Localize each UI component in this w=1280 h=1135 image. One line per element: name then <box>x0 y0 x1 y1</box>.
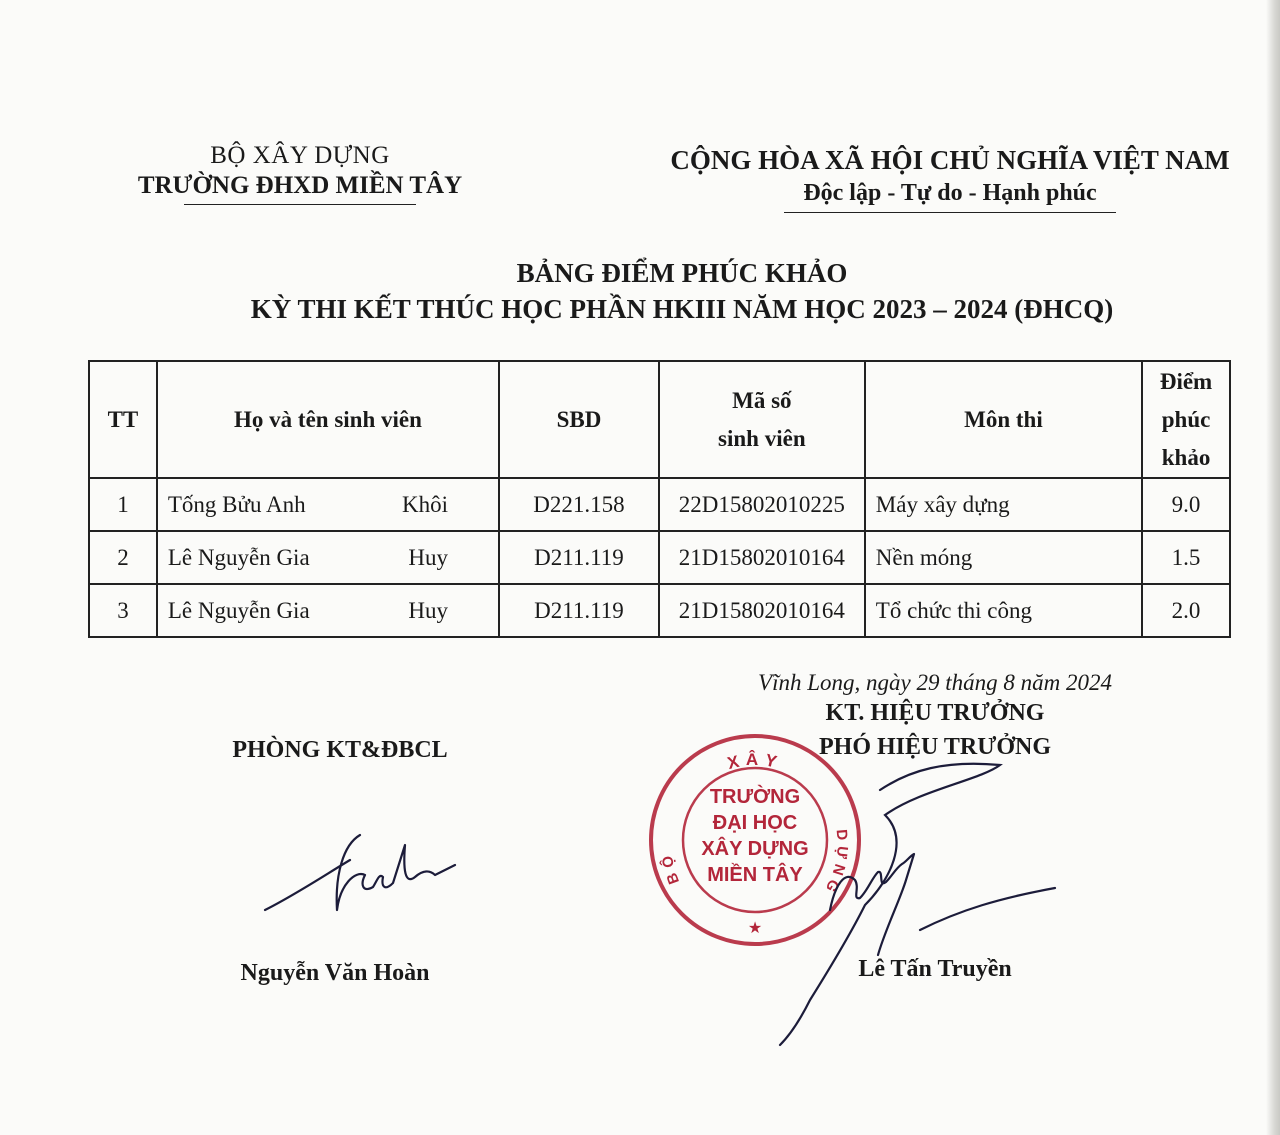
stamp-star-icon: ★ <box>747 920 763 937</box>
cell-sbd: D211.119 <box>499 531 659 584</box>
signer-role-subtitle: PHÓ HIỆU TRƯỞNG <box>818 734 1052 760</box>
table-header-row <box>89 361 1230 478</box>
document-subtitle: KỲ THI KẾT THÚC HỌC PHẦN HKIII NĂM HỌC 2023 – 2024 (ĐHCQ) <box>250 294 1114 324</box>
cell-subject: Nền móng <box>865 531 1142 584</box>
header-right-underline <box>784 212 1116 213</box>
header-tt: TT <box>89 361 157 478</box>
score-table <box>88 360 1231 638</box>
right-signature <box>760 760 1060 1050</box>
paper-edge-shadow <box>1266 0 1280 1135</box>
cell-name <box>157 584 499 637</box>
header-left <box>100 142 500 205</box>
cell-tt: 3 <box>89 584 157 637</box>
cell-surname: Tống Bửu Anh <box>167 491 306 517</box>
document-title: BẢNG ĐIỂM PHÚC KHẢO <box>516 258 848 288</box>
cell-sbd: D221.158 <box>499 478 659 531</box>
stamp-ring-top: XÂY <box>725 750 785 774</box>
cell-name <box>157 478 499 531</box>
header-left-underline <box>184 204 416 205</box>
cell-given-name: Huy <box>408 597 449 623</box>
stamp-line-1: TRƯỜNG <box>709 786 801 808</box>
cell-score: 9.0 <box>1142 478 1230 531</box>
national-motto: Độc lập - Tự do - Hạnh phúc <box>803 180 1097 206</box>
right-signer-name: Lê Tấn Truyền <box>858 956 1012 982</box>
header-sbd: SBD <box>499 361 659 478</box>
header-student-id <box>659 361 865 478</box>
stamp-ring-right: DỰNG <box>819 828 851 900</box>
header-subject: Môn thi <box>865 361 1142 478</box>
header-student-id-line2: sinh viên <box>718 425 806 451</box>
cell-name <box>157 531 499 584</box>
cell-student-id: 22D15802010225 <box>659 478 865 531</box>
header-score-line1: Điểm <box>1159 368 1213 394</box>
cell-sbd: D211.119 <box>499 584 659 637</box>
cell-score: 2.0 <box>1142 584 1230 637</box>
place-date: Vĩnh Long, ngày 29 tháng 8 năm 2024 <box>758 670 1112 695</box>
cell-surname: Lê Nguyễn Gia <box>167 544 310 570</box>
cell-surname: Lê Nguyễn Gia <box>167 597 310 623</box>
left-signer-name: Nguyễn Văn Hoàn <box>240 960 430 986</box>
cell-given-name: Huy <box>408 544 449 570</box>
cell-subject: Tổ chức thi công <box>865 584 1142 637</box>
stamp-line-2: ĐẠI HỌC <box>712 812 798 834</box>
left-signature <box>255 815 475 925</box>
cell-student-id: 21D15802010164 <box>659 531 865 584</box>
signer-role-title: KT. HIỆU TRƯỞNG <box>825 700 1045 726</box>
table-row <box>89 478 1230 531</box>
header-student-id-line1: Mã số <box>732 387 792 413</box>
cell-student-id: 21D15802010164 <box>659 584 865 637</box>
cell-tt: 1 <box>89 478 157 531</box>
cell-subject: Máy xây dựng <box>865 478 1142 531</box>
header-score <box>1142 361 1230 478</box>
stamp-ring-left: BỘ <box>658 849 683 887</box>
cell-given-name: Khôi <box>402 491 449 517</box>
stamp-line-4: MIỀN TÂY <box>707 864 803 886</box>
school-name: TRƯỜNG ĐHXD MIỀN TÂY <box>137 172 463 199</box>
header-score-line2: phúc <box>1161 406 1211 432</box>
republic-name: CỘNG HÒA XÃ HỘI CHỦ NGHĨA VIỆT NAM <box>670 145 1230 175</box>
table-row <box>89 584 1230 637</box>
cell-tt: 2 <box>89 531 157 584</box>
header-name: Họ và tên sinh viên <box>157 361 499 478</box>
table-row <box>89 531 1230 584</box>
ministry-name: BỘ XÂY DỰNG <box>210 142 390 169</box>
header-score-line3: khảo <box>1161 444 1211 470</box>
cell-score: 1.5 <box>1142 531 1230 584</box>
stamp-line-3: XÂY DỰNG <box>701 838 809 860</box>
header-right <box>650 145 1250 213</box>
department-name: PHÒNG KT&ĐBCL <box>232 737 448 763</box>
